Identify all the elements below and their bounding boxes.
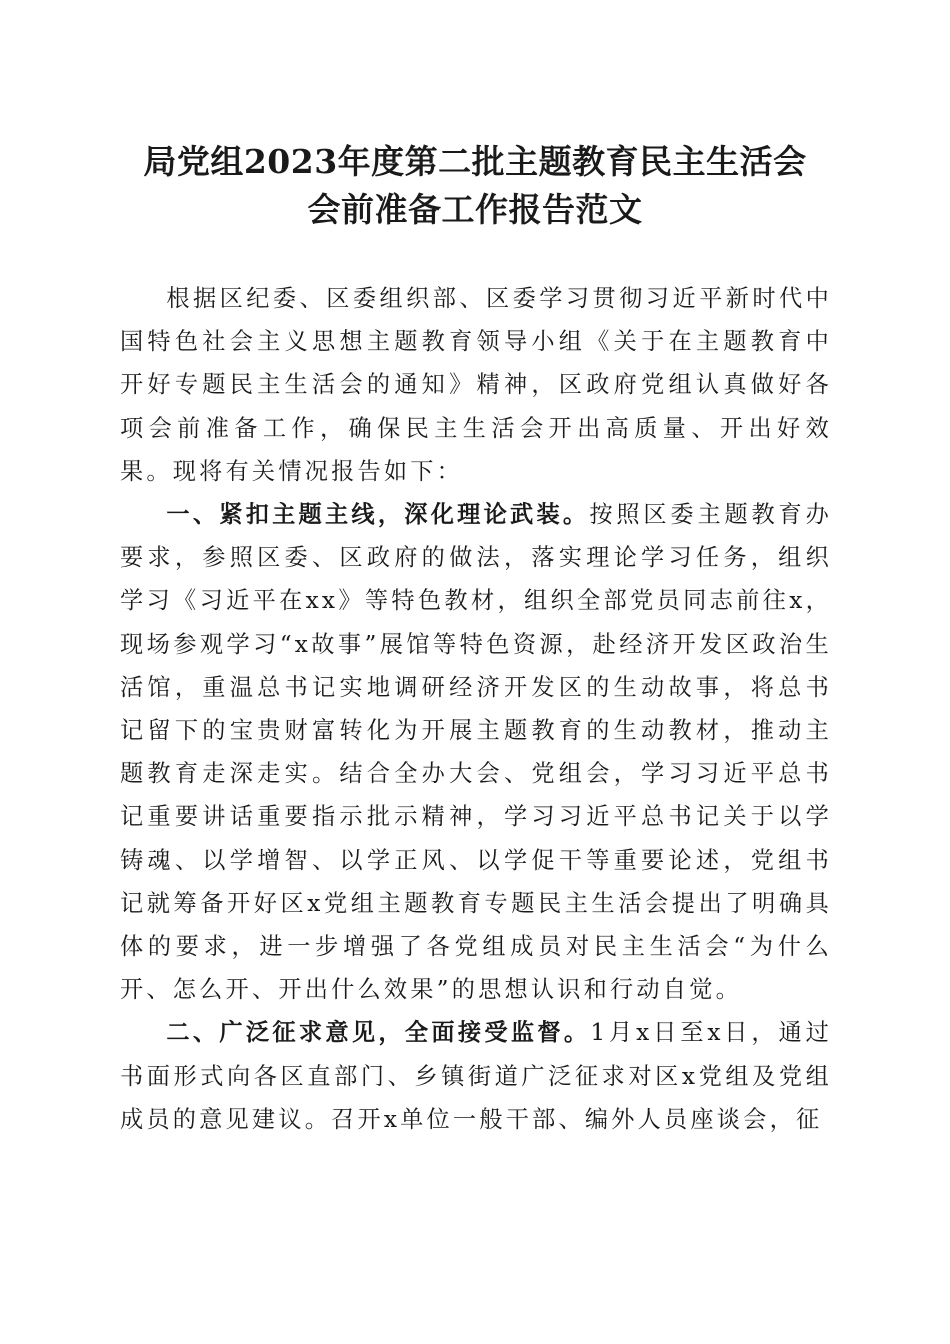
paragraph-text: 1月x日至x日，通过书面形式向各区直部门、乡镇街道广泛征求对区x党组及党组成员的意见建议。召开x单位一般干部、编外人员座谈会，征	[120, 1019, 832, 1133]
document-title	[100, 138, 850, 234]
paragraph-text: 按照区委主题教育办要求，参照区委、区政府的做法，落实理论学习任务，组织学习《习近平在xx》等特色教材，组织全部党员同志前往x，现场参观学习“x故事”展馆等特色资源，赴经济开发区政治生活馆，重温总书记实地调研经济开发区的生动故事，将总书记留下的宝贵财富转化为开展主题教育的生动教材，推动主题教育走深走实。结合全办大会、党组会，学习习近平总书记重要讲话重要指示批示精神，学习习近平总书记关于以学铸魂、以学增智、以学正风、以学促干等重要论述，党组书记就筹备开好区x党组主题教育专题民主生活会提出了明确具体的要求，进一步增强了各党组成员对民主生活会“为什么开、怎么开、开出什么效果”的思想认识和行动自觉。	[120, 501, 832, 1004]
title-line-1: 局党组2023年度第二批主题教育民主生活会	[143, 142, 807, 181]
paragraph-intro	[120, 277, 832, 493]
paragraph-section-1	[120, 493, 832, 1011]
paragraph-section-2	[120, 1011, 832, 1141]
document-body	[120, 277, 832, 1141]
section-heading: 二、广泛征求意见，全面接受监督。	[166, 1019, 591, 1047]
paragraph-text: 根据区纪委、区委组织部、区委学习贯彻习近平新时代中国特色社会主义思想主题教育领导小组《关于在主题教育中开好专题民主生活会的通知》精神，区政府党组认真做好各项会前准备工作，确保民主生活会开出高质量、开出好效果。现将有关情况报告如下：	[120, 285, 832, 485]
section-heading: 一、紧扣主题主线，深化理论武装。	[166, 501, 590, 529]
title-line-2: 会前准备工作报告范文	[307, 190, 643, 229]
